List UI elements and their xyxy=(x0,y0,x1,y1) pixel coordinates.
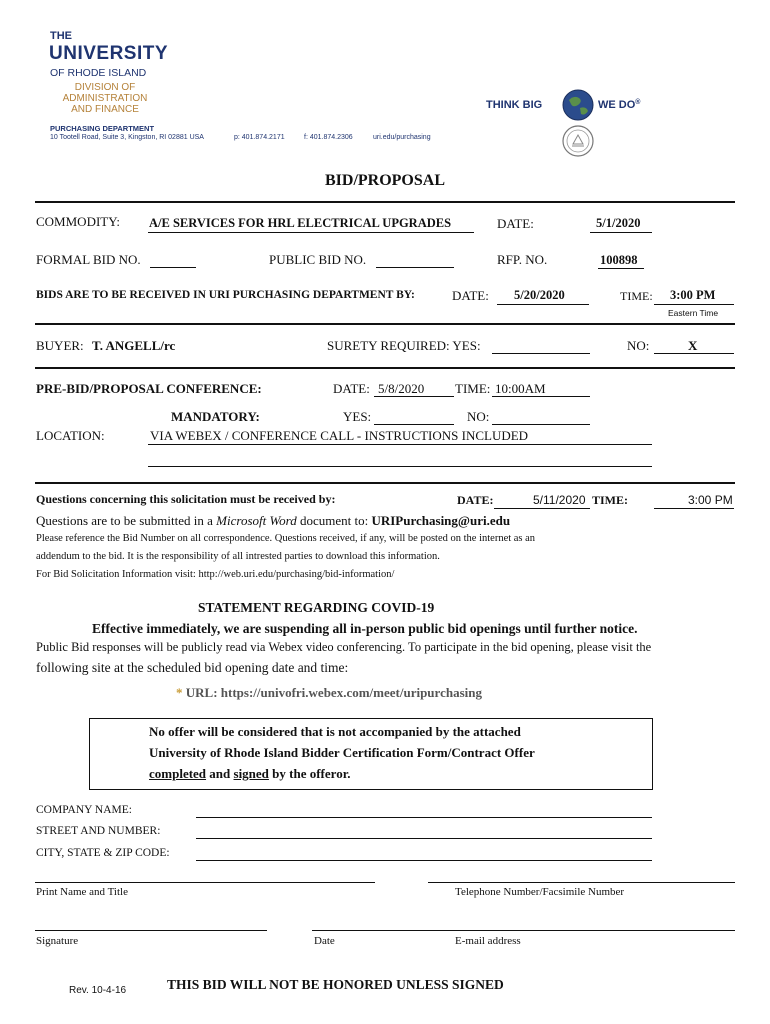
prebid-label: PRE-BID/PROPOSAL CONFERENCE: xyxy=(36,381,262,396)
public-bid-label: PUBLIC BID NO. xyxy=(269,252,367,267)
signature-label: Signature xyxy=(36,935,79,947)
telephone-label: Telephone Number/Facsimile Number xyxy=(455,886,625,898)
prebid-date-label: DATE: xyxy=(333,381,370,396)
questions-email-link[interactable]: URIPurchasing@uri.edu xyxy=(371,513,511,528)
univ-of: OF RHODE ISLAND xyxy=(50,67,147,79)
email-label: E-mail address xyxy=(455,935,521,947)
questions-time-value: 3:00 PM xyxy=(688,493,733,507)
dept-name: PURCHASING DEPARTMENT xyxy=(50,124,155,133)
bullet-star-icon: * xyxy=(176,685,183,700)
prebid-time-label: TIME: xyxy=(455,381,491,396)
questions-label: Questions concerning this solicitation must be received by: xyxy=(36,492,336,506)
commodity-date-underline xyxy=(590,232,652,233)
received-by-label: BIDS ARE TO BE RECEIVED IN URI PURCHASING DEPARTMENT BY: xyxy=(36,289,415,301)
questions-time-label: TIME: xyxy=(592,493,628,507)
notice-line-1: No offer will be considered that is not accompanied by the attached xyxy=(149,724,521,739)
commodity-label: COMMODITY: xyxy=(36,214,121,229)
surety-no-value[interactable]: X xyxy=(688,338,698,353)
page-title: BID/PROPOSAL xyxy=(324,172,445,189)
received-time-value: 3:00 PM xyxy=(670,288,716,302)
slogan-right: WE DO® xyxy=(598,99,641,111)
rfp-underline xyxy=(598,268,644,269)
telephone-field[interactable] xyxy=(428,882,735,883)
questions-submit-line: Questions are to be submitted in a Microsoft Word document to: URIPurchasing@uri.edu xyxy=(36,513,511,528)
questions-date-underline xyxy=(494,508,590,509)
prebid-date-underline xyxy=(374,396,454,397)
formal-bid-label: FORMAL BID NO. xyxy=(36,252,141,267)
date-label: Date xyxy=(314,935,335,947)
surety-label: SURETY REQUIRED: YES: xyxy=(327,338,481,353)
questions-note-1: Please reference the Bid Number on all correspondence. Questions received, if any, will be posted on the internet as an xyxy=(36,533,536,544)
surety-no-label: NO: xyxy=(627,338,650,353)
section-rule-3 xyxy=(35,482,735,484)
signature-field[interactable] xyxy=(35,930,267,931)
university-seal-icon xyxy=(561,124,595,158)
location-line-2[interactable] xyxy=(148,466,652,467)
prebid-date-value: 5/8/2020 xyxy=(378,381,425,396)
print-name-field[interactable] xyxy=(35,882,375,883)
street-field[interactable] xyxy=(196,838,652,839)
section-rule-2 xyxy=(35,367,735,369)
company-name-field[interactable] xyxy=(196,817,652,818)
questions-date-label: DATE: xyxy=(457,493,494,507)
buyer-label: BUYER: xyxy=(36,338,84,353)
city-field[interactable] xyxy=(196,860,652,861)
commodity-date-label: DATE: xyxy=(497,216,534,231)
title-rule xyxy=(35,201,735,203)
received-date-value: 5/20/2020 xyxy=(514,288,565,302)
buyer-value: T. ANGELL/rc xyxy=(92,338,176,353)
rfp-value: 100898 xyxy=(600,253,638,267)
location-underline-1 xyxy=(148,444,652,445)
commodity-value: A/E SERVICES FOR HRL ELECTRICAL UPGRADES xyxy=(149,216,452,230)
public-bid-field[interactable] xyxy=(376,267,454,268)
dept-web: uri.edu/purchasing xyxy=(373,134,431,141)
section-rule-1 xyxy=(35,323,735,325)
timezone-note: Eastern Time xyxy=(668,308,719,318)
received-time-label: TIME: xyxy=(620,289,653,303)
slogan-left: THINK BIG xyxy=(486,99,543,111)
date-email-field[interactable] xyxy=(312,930,735,931)
notice-line-3: completed and signed by the offeror. xyxy=(149,766,351,781)
street-label: STREET AND NUMBER: xyxy=(36,825,161,837)
prebid-time-underline xyxy=(492,396,590,397)
questions-date-value: 5/11/2020 xyxy=(533,493,586,507)
mandatory-yes-field[interactable] xyxy=(374,424,454,425)
mandatory-label: MANDATORY: xyxy=(171,409,260,424)
mandatory-yes-label: YES: xyxy=(343,409,372,424)
covid-headline: Effective immediately, we are suspending all in-person public bid openings until further notice. xyxy=(92,621,638,636)
covid-title: STATEMENT REGARDING COVID-19 xyxy=(198,600,435,615)
division-name: DIVISION OF ADMINISTRATION AND FINANCE xyxy=(62,82,148,115)
commodity-date-value: 5/1/2020 xyxy=(596,216,641,230)
dept-phone: p: 401.874.2171 xyxy=(234,134,285,141)
globe-icon xyxy=(561,88,595,122)
dept-address: 10 Tootell Road, Suite 3, Kingston, RI 02881 USA xyxy=(50,134,204,141)
location-value: VIA WEBEX / CONFERENCE CALL - INSTRUCTIONS INCLUDED xyxy=(150,428,529,443)
city-label: CITY, STATE & ZIP CODE: xyxy=(36,847,170,859)
univ-the: THE xyxy=(50,30,72,42)
covid-body-2: following site at the scheduled bid opening date and time: xyxy=(36,660,349,675)
covid-url-line xyxy=(176,685,482,701)
questions-time-underline xyxy=(654,508,734,509)
company-name-label: COMPANY NAME: xyxy=(36,804,132,816)
print-name-label: Print Name and Title xyxy=(36,886,128,898)
received-date-underline xyxy=(497,304,589,305)
prebid-time-value: 10:00AM xyxy=(495,381,546,396)
mandatory-no-label: NO: xyxy=(467,409,490,424)
covid-url-link[interactable]: URL: https://univofri.webex.com/meet/uripurchasing xyxy=(185,685,482,700)
notice-line-2: University of Rhode Island Bidder Certification Form/Contract Offer xyxy=(149,745,535,760)
covid-body-1: Public Bid responses will be publicly read via Webex video conferencing. To participate in the bid opening, please visit the xyxy=(36,640,652,654)
formal-bid-field[interactable] xyxy=(150,267,196,268)
questions-note-2: addendum to the bid. It is the responsibility of all intrested parties to download this information. xyxy=(36,551,440,562)
dept-fax: f: 401.874.2306 xyxy=(304,134,353,141)
commodity-underline xyxy=(148,232,474,233)
received-date-label: DATE: xyxy=(452,288,489,303)
rfp-label: RFP. NO. xyxy=(497,252,548,267)
questions-note-3[interactable]: For Bid Solicitation Information visit: http://web.uri.edu/purchasing/bid-information/ xyxy=(36,569,395,580)
revision-label: Rev. 10-4-16 xyxy=(69,985,127,996)
footer-warning: THIS BID WILL NOT BE HONORED UNLESS SIGNED xyxy=(167,977,504,992)
surety-no-underline xyxy=(654,353,734,354)
surety-yes-field[interactable] xyxy=(492,353,590,354)
location-label: LOCATION: xyxy=(36,428,105,443)
received-time-underline xyxy=(654,304,734,305)
mandatory-no-field[interactable] xyxy=(492,424,590,425)
univ-name: UNIVERSITY xyxy=(49,43,169,64)
